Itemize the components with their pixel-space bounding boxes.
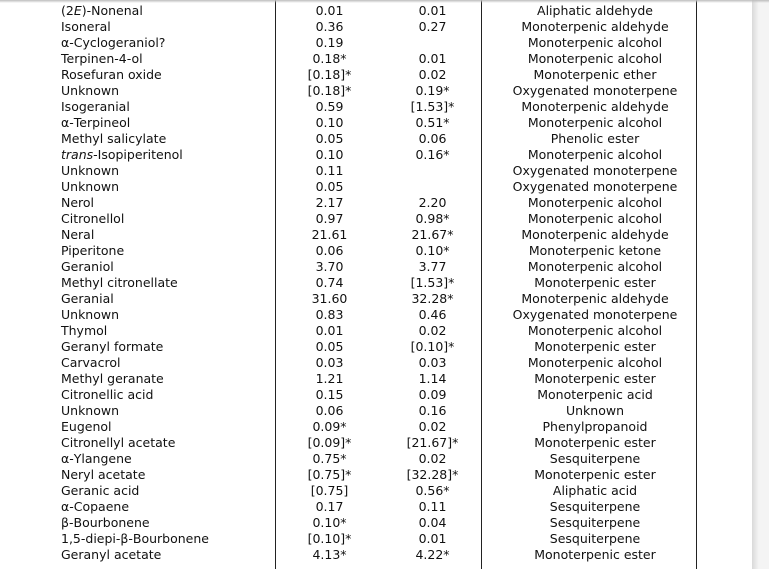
viewer-top-edge (0, 0, 769, 3)
compound-name-cell (54, 291, 281, 307)
table-row (54, 339, 703, 355)
value-2-cell: 0.98* (415, 211, 450, 226)
value-2-cell: 32.28* (411, 291, 454, 306)
compound-name: α-Ylangene (61, 451, 132, 466)
compound-name-cell (54, 515, 281, 531)
table-row (54, 211, 703, 227)
compound-name-cell (54, 179, 281, 195)
compound-class-cell: Oxygenated monoterpene (512, 179, 678, 194)
compound-name: Geranyl formate (61, 339, 164, 354)
compound-name: Methyl citronellate (61, 275, 178, 290)
value-2-cell: 0.19* (415, 83, 450, 98)
compound-name: Terpinen-4-ol (61, 51, 143, 66)
compound-class-cell: Oxygenated monoterpene (512, 163, 678, 178)
compound-name: Piperitone (61, 243, 125, 258)
compound-class-cell: Oxygenated monoterpene (512, 307, 678, 322)
compound-name: -Isopiperitenol (93, 147, 183, 162)
compound-class-cell: Monoterpenic alcohol (527, 355, 663, 370)
value-1-cell: 0.06 (315, 243, 344, 258)
value-2-cell: 0.46 (418, 307, 447, 322)
table-row (54, 291, 703, 307)
compound-name-cell (54, 99, 281, 115)
compound-name-prefix: (2 (61, 3, 74, 18)
table-row (54, 371, 703, 387)
compound-name: Geranial (61, 291, 114, 306)
compound-class-cell: Monoterpenic ester (534, 275, 656, 290)
value-2-cell: 21.67* (411, 227, 454, 242)
value-1-cell: [0.75]* (307, 467, 352, 482)
value-2-cell: 0.51* (415, 115, 450, 130)
compound-name-cell (54, 419, 281, 435)
compound-class-cell: Phenolic ester (550, 131, 640, 146)
value-1-cell: 4.13* (312, 547, 347, 562)
compound-name: Isogeranial (61, 99, 130, 114)
compound-name: Unknown (61, 403, 120, 418)
value-1-cell: 0.10 (315, 115, 344, 130)
compound-class-cell: Monoterpenic ether (533, 67, 657, 82)
compound-name-cell (54, 35, 281, 51)
value-1-cell: 0.03 (315, 355, 344, 370)
compound-class-cell: Aliphatic aldehyde (537, 3, 653, 18)
compound-name: Geranyl acetate (61, 547, 162, 562)
compound-name: Nerol (61, 195, 95, 210)
value-1-cell: 0.19 (315, 35, 344, 50)
table-row (54, 547, 703, 563)
compound-name: Isoneral (61, 19, 111, 34)
compound-class-cell: Monoterpenic alcohol (527, 51, 663, 66)
value-1-cell: 31.60 (311, 291, 348, 306)
value-1-cell: [0.18]* (307, 83, 352, 98)
table-row (54, 243, 703, 259)
compound-name: Unknown (61, 307, 120, 322)
page-gutter (752, 0, 769, 569)
compound-name-cell (54, 67, 281, 83)
compound-class-cell: Sesquiterpene (549, 531, 641, 546)
compound-name: α-Terpineol (61, 115, 131, 130)
table-row (54, 163, 703, 179)
value-2-cell: 0.01 (418, 531, 447, 546)
compound-name-cell (54, 435, 281, 451)
value-2-cell: [1.53]* (410, 99, 455, 114)
table-row (54, 499, 703, 515)
compound-name-cell (54, 323, 281, 339)
compound-class-cell: Monoterpenic ester (534, 467, 656, 482)
compound-class-cell: Monoterpenic alcohol (527, 259, 663, 274)
value-1-cell: 0.15 (315, 387, 344, 402)
table-row (54, 467, 703, 483)
value-2-cell: [32.28]* (406, 467, 459, 482)
compound-name: α-Copaene (61, 499, 130, 514)
table-row (54, 451, 703, 467)
value-2-cell: 1.14 (418, 371, 447, 386)
compound-table (54, 3, 703, 563)
value-1-cell: [0.18]* (307, 67, 352, 82)
value-1-cell: [0.09]* (307, 435, 352, 450)
table-row (54, 323, 703, 339)
compound-class-cell: Oxygenated monoterpene (512, 83, 678, 98)
table-row (54, 531, 703, 547)
value-1-cell: 0.74 (315, 275, 344, 290)
compound-class-cell: Monoterpenic aldehyde (521, 291, 669, 306)
compound-name: )-Nonenal (81, 3, 143, 18)
value-1-cell: 0.97 (315, 211, 344, 226)
compound-class-cell: Monoterpenic alcohol (527, 211, 663, 226)
value-2-cell: 0.16* (415, 147, 450, 162)
compound-class-cell: Aliphatic acid (552, 483, 638, 498)
compound-name-cell (54, 483, 281, 499)
compound-class-cell: Monoterpenic ester (534, 339, 656, 354)
compound-name: Rosefuran oxide (61, 67, 162, 82)
table-row (54, 275, 703, 291)
compound-name: 1,5-diepi-β-Bourbonene (61, 531, 209, 546)
table-row (54, 515, 703, 531)
compound-name-cell (54, 211, 281, 227)
compound-name-cell (54, 531, 281, 547)
compound-class-cell: Monoterpenic ester (534, 371, 656, 386)
compound-class-cell: Monoterpenic aldehyde (521, 19, 669, 34)
value-1-cell: 0.05 (315, 179, 344, 194)
value-2-cell (378, 163, 487, 179)
table-row (54, 307, 703, 323)
value-2-cell: 0.56* (415, 483, 450, 498)
value-2-cell: [1.53]* (410, 275, 455, 290)
value-2-cell: 0.02 (418, 451, 447, 466)
value-1-cell: 0.10 (315, 147, 344, 162)
table-row (54, 83, 703, 99)
compound-name: α-Cyclogeraniol? (61, 35, 166, 50)
value-1-cell: 21.61 (311, 227, 348, 242)
compound-class-cell: Monoterpenic alcohol (527, 147, 663, 162)
value-2-cell (378, 35, 487, 51)
value-2-cell: 0.02 (418, 67, 447, 82)
compound-name-cell (54, 499, 281, 515)
value-2-cell: 0.09 (418, 387, 447, 402)
value-2-cell: [0.10]* (410, 339, 455, 354)
value-2-cell: 0.06 (418, 131, 447, 146)
compound-name: β-Bourbonene (61, 515, 150, 530)
value-2-cell: 0.01 (418, 51, 447, 66)
value-1-cell: 0.75* (312, 451, 347, 466)
value-2-cell: 3.77 (418, 259, 447, 274)
value-2-cell: 0.01 (418, 3, 447, 18)
table-row (54, 483, 703, 499)
compound-name: Carvacrol (61, 355, 121, 370)
compound-class-cell: Monoterpenic alcohol (527, 115, 663, 130)
value-2-cell: 0.02 (418, 323, 447, 338)
compound-name-cell (54, 259, 281, 275)
value-1-cell: 0.18* (312, 51, 347, 66)
compound-class-cell: Monoterpenic ester (534, 547, 656, 562)
compound-name-cell (54, 163, 281, 179)
compound-name-cell (54, 131, 281, 147)
value-1-cell: 0.36 (315, 19, 344, 34)
table-row (54, 67, 703, 83)
compound-class-cell: Unknown (565, 403, 625, 418)
compound-name-cell (54, 147, 281, 163)
value-1-cell: 0.17 (315, 499, 344, 514)
value-1-cell: 0.05 (315, 131, 344, 146)
table-row (54, 403, 703, 419)
column-divider-2 (481, 0, 482, 569)
compound-name: Eugenol (61, 419, 112, 434)
compound-name-cell (54, 19, 281, 35)
value-2-cell (378, 179, 487, 195)
value-1-cell: 0.59 (315, 99, 344, 114)
compound-name-cell (54, 275, 281, 291)
table-row (54, 131, 703, 147)
compound-name-cell (54, 547, 281, 563)
value-1-cell: 0.11 (315, 163, 344, 178)
compound-class-cell: Phenylpropanoid (542, 419, 648, 434)
compound-name-cell (54, 387, 281, 403)
value-2-cell: 0.11 (418, 499, 447, 514)
compound-class-cell: Monoterpenic alcohol (527, 35, 663, 50)
value-2-cell: 0.03 (418, 355, 447, 370)
compound-name: Neral (61, 227, 95, 242)
value-1-cell: 3.70 (315, 259, 344, 274)
compound-table-body (54, 3, 703, 563)
compound-name-cell (54, 371, 281, 387)
compound-name-cell (54, 403, 281, 419)
table-row (54, 435, 703, 451)
compound-class-cell: Monoterpenic ketone (528, 243, 662, 258)
compound-class-cell: Monoterpenic ester (534, 435, 656, 450)
compound-name: Citronellyl acetate (61, 435, 176, 450)
compound-name: Citronellic acid (61, 387, 154, 402)
compound-class-cell: Monoterpenic alcohol (527, 195, 663, 210)
table-row (54, 3, 703, 19)
compound-name-cell (54, 307, 281, 323)
table-row (54, 387, 703, 403)
value-2-cell: 0.02 (418, 419, 447, 434)
compound-class-cell: Monoterpenic acid (537, 387, 653, 402)
compound-name: Methyl salicylate (61, 131, 167, 146)
column-divider-3 (696, 0, 697, 569)
value-2-cell: 4.22* (415, 547, 450, 562)
compound-name-cell (54, 195, 281, 211)
table-row (54, 195, 703, 211)
compound-name: Unknown (61, 83, 120, 98)
compound-name: Citronellol (61, 211, 125, 226)
compound-name-italic: E (73, 3, 82, 18)
value-1-cell: 0.83 (315, 307, 344, 322)
compound-name-cell (54, 83, 281, 99)
compound-name-italic: trans (61, 147, 94, 162)
value-2-cell: 0.10* (415, 243, 450, 258)
table-row (54, 35, 703, 51)
value-1-cell: 0.05 (315, 339, 344, 354)
value-1-cell: 0.09* (312, 419, 347, 434)
value-1-cell: 0.10* (312, 515, 347, 530)
compound-name-cell (54, 227, 281, 243)
compound-class-cell: Sesquiterpene (549, 499, 641, 514)
compound-name-cell (54, 115, 281, 131)
value-2-cell: 0.04 (418, 515, 447, 530)
compound-name: Unknown (61, 179, 120, 194)
table-row (54, 19, 703, 35)
compound-name-cell (54, 355, 281, 371)
value-1-cell: 0.01 (315, 3, 344, 18)
table-row (54, 227, 703, 243)
compound-name: Geranic acid (61, 483, 140, 498)
table-row (54, 147, 703, 163)
value-2-cell: 0.27 (418, 19, 447, 34)
compound-name-cell (54, 467, 281, 483)
value-1-cell: [0.10]* (307, 531, 352, 546)
value-1-cell: [0.75] (310, 483, 349, 498)
value-1-cell: 1.21 (315, 371, 344, 386)
compound-name-cell (54, 243, 281, 259)
compound-name: Geraniol (61, 259, 114, 274)
value-2-cell: 2.20 (418, 195, 447, 210)
compound-name: Neryl acetate (61, 467, 146, 482)
compound-name: Methyl geranate (61, 371, 164, 386)
compound-class-cell: Sesquiterpene (549, 451, 641, 466)
table-row (54, 419, 703, 435)
compound-name: Unknown (61, 163, 120, 178)
value-2-cell: [21.67]* (406, 435, 459, 450)
value-1-cell: 0.06 (315, 403, 344, 418)
compound-name-cell (54, 51, 281, 67)
table-row (54, 99, 703, 115)
compound-name-cell (54, 339, 281, 355)
table-row (54, 355, 703, 371)
compound-class-cell: Sesquiterpene (549, 515, 641, 530)
value-2-cell: 0.16 (418, 403, 447, 418)
value-1-cell: 0.01 (315, 323, 344, 338)
value-1-cell: 2.17 (315, 195, 344, 210)
table-row (54, 51, 703, 67)
compound-name-cell (54, 451, 281, 467)
compound-name-cell (54, 3, 281, 19)
compound-name: Thymol (61, 323, 108, 338)
table-row (54, 115, 703, 131)
column-divider-1 (275, 0, 276, 569)
compound-class-cell: Monoterpenic aldehyde (521, 227, 669, 242)
compound-class-cell: Monoterpenic alcohol (527, 323, 663, 338)
table-row (54, 259, 703, 275)
compound-class-cell: Monoterpenic aldehyde (521, 99, 669, 114)
table-row (54, 179, 703, 195)
